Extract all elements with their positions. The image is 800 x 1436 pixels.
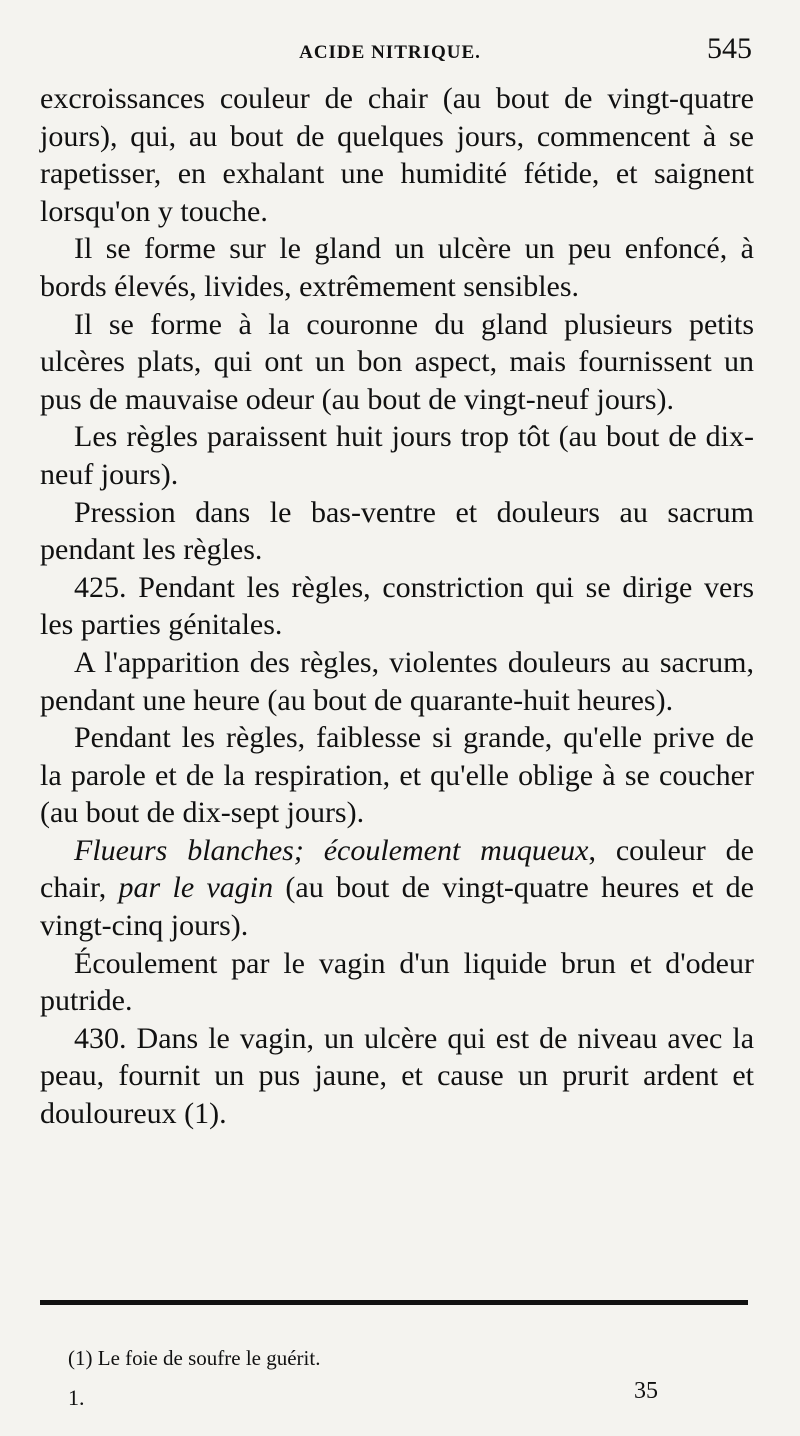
paragraph-1 [40,80,754,230]
footnote-rule [40,1300,748,1305]
paragraph-text: A l'apparition des règles, violentes douleurs au sacrum, pendant une heure (au bout de quarante-huit heures). [40,645,754,717]
signature-mark: 1. [68,1385,85,1410]
page-header [0,30,800,80]
paragraph-4 [40,418,754,493]
italic-text: Flueurs blanches; écoulement muqueux [74,833,589,867]
paragraph-3 [40,306,754,419]
paragraph-text: Il se forme à la couronne du gland plusieurs petits ulcères plats, qui ont un bon aspect, mais fournissent un pus de mauvaise odeur (au bout de vingt-neuf jours). [40,307,754,416]
italic-text: par le vagin [118,871,274,905]
paragraph-text: (au bout de vingt-quatre heures et de vingt-cinq jours). [40,871,754,943]
footnote: (1) Le foie de soufre le guérit. [68,1346,321,1370]
paragraph-text: Pendant les règles, constriction qui se dirige vers les parties génitales. [40,570,754,642]
paragraph-text: Dans le vagin, un ulcère qui est de niveau avec la peau, fournit un pus jaune, et cause un prurit ardent et douloureux (1). [40,1021,755,1131]
section-number: 430. [74,1021,127,1055]
body-text [40,80,754,1133]
paragraph-5 [40,494,754,569]
paragraph-text: Il se forme sur le gland un ulcère un peu enfoncé, à bords élevés, livides, extrêmement sensibles. [40,232,754,303]
paragraph-9 [40,832,754,945]
paragraph-text: Pression dans le bas-ventre et douleurs au sacrum pendant les règles. [40,495,754,567]
section-number: 425. [74,570,127,604]
paragraph-text: excroissances couleur de chair (au bout de vingt-quatre jours), qui, au bout de quelques jours, commencent à se rapetisser, en exhalant une humidité fétide, et saignent lorsqu'on y touche. [40,82,754,228]
paragraph-7 [40,644,754,719]
running-title: ACIDE NITRIQUE. [299,42,481,63]
paragraph-text: Écoulement par le vagin d'un liquide brun et d'odeur putride. [40,946,754,1018]
paragraph-text: Les règles paraissent huit jours trop tôt (au bout de dix-neuf jours). [40,420,754,491]
page-number: 545 [707,32,752,65]
paragraph-10 [40,945,754,1020]
paragraph-text: Pendant les règles, faiblesse si grande, qu'elle prive de la parole et de la respiration, et qu'elle oblige à se coucher (au bout de dix-sept jours). [40,721,754,830]
signature-number: 35 [634,1378,658,1404]
paragraph-8 [40,719,754,832]
paragraph-text: , couleur de chair, [40,833,754,905]
paragraph-2 [40,230,754,305]
paragraph-11 [40,1020,754,1133]
paragraph-6 [40,569,754,644]
